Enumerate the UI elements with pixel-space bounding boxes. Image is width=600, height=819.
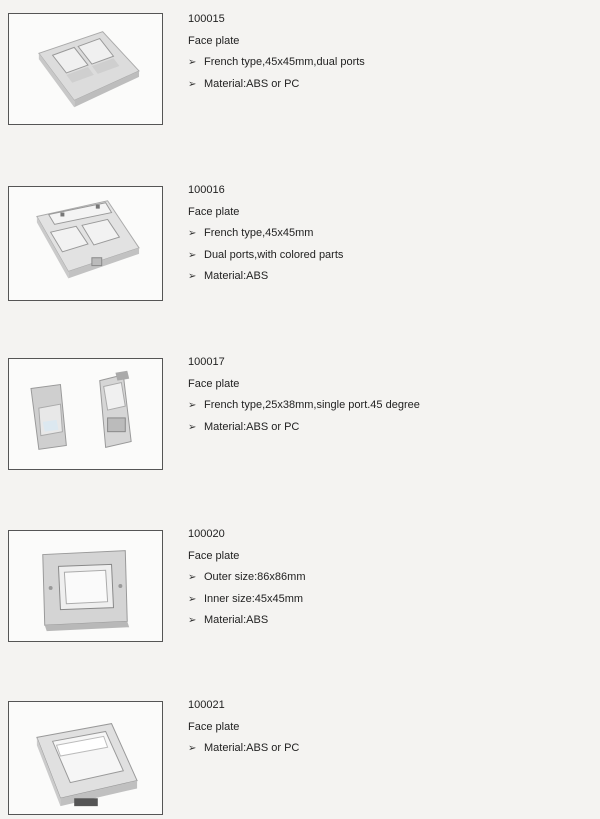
product-image-frame bbox=[8, 530, 163, 642]
product-image-frame bbox=[8, 186, 163, 301]
spec-bullet: ➢ Material:ABS or PC bbox=[188, 74, 365, 96]
arrow-bullet-icon: ➢ bbox=[188, 271, 197, 282]
product-info bbox=[188, 9, 365, 95]
square-frame-faceplate-image bbox=[9, 531, 162, 641]
spec-bullet: ➢ French type,45x45mm bbox=[188, 223, 343, 245]
dual-port-faceplate-image bbox=[9, 14, 162, 124]
product-code: 100017 bbox=[188, 356, 225, 368]
product-info bbox=[188, 695, 299, 760]
spec-bullet: ➢ Outer size:86x86mm bbox=[188, 567, 305, 589]
arrow-bullet-icon: ➢ bbox=[188, 400, 197, 411]
spec-bullet: ➢ French type,25x38mm,single port.45 degree bbox=[188, 395, 420, 417]
arrow-bullet-icon: ➢ bbox=[188, 572, 197, 583]
arrow-bullet-icon: ➢ bbox=[188, 615, 197, 626]
spec-bullet: ➢ Material:ABS or PC bbox=[188, 738, 299, 760]
product-title: Face plate bbox=[188, 205, 240, 218]
product-code: 100021 bbox=[188, 699, 225, 711]
arrow-bullet-icon: ➢ bbox=[188, 228, 197, 239]
dual-port-colored-faceplate-image bbox=[9, 187, 162, 300]
product-code: 100015 bbox=[188, 13, 225, 25]
product-info bbox=[188, 524, 305, 632]
arrow-bullet-icon: ➢ bbox=[188, 421, 197, 433]
product-title: Face plate bbox=[188, 377, 240, 390]
spec-bullet: ➢ Dual ports,with colored parts bbox=[188, 245, 343, 267]
product-title: Face plate bbox=[188, 720, 240, 733]
spec-bullet: ➢ Material:ABS bbox=[188, 610, 305, 632]
single-port-45-degree-faceplate-image bbox=[9, 359, 162, 469]
product-image-frame bbox=[8, 358, 163, 470]
product-title: Face plate bbox=[188, 34, 240, 47]
product-title: Face plate bbox=[188, 549, 240, 562]
arrow-bullet-icon: ➢ bbox=[188, 249, 197, 261]
shuttered-faceplate-image bbox=[9, 702, 162, 814]
product-code: 100020 bbox=[188, 528, 225, 540]
arrow-bullet-icon: ➢ bbox=[188, 593, 197, 605]
product-info bbox=[188, 180, 343, 288]
spec-bullet: ➢ Inner size:45x45mm bbox=[188, 589, 305, 611]
spec-bullet: ➢ French type,45x45mm,dual ports bbox=[188, 52, 365, 74]
arrow-bullet-icon: ➢ bbox=[188, 57, 197, 68]
product-image-frame bbox=[8, 701, 163, 815]
spec-bullet: ➢ Material:ABS bbox=[188, 266, 343, 288]
arrow-bullet-icon: ➢ bbox=[188, 78, 197, 90]
spec-bullet: ➢ Material:ABS or PC bbox=[188, 417, 420, 439]
product-image-frame bbox=[8, 13, 163, 125]
product-info bbox=[188, 352, 420, 438]
product-code: 100016 bbox=[188, 184, 225, 196]
arrow-bullet-icon: ➢ bbox=[188, 743, 197, 754]
